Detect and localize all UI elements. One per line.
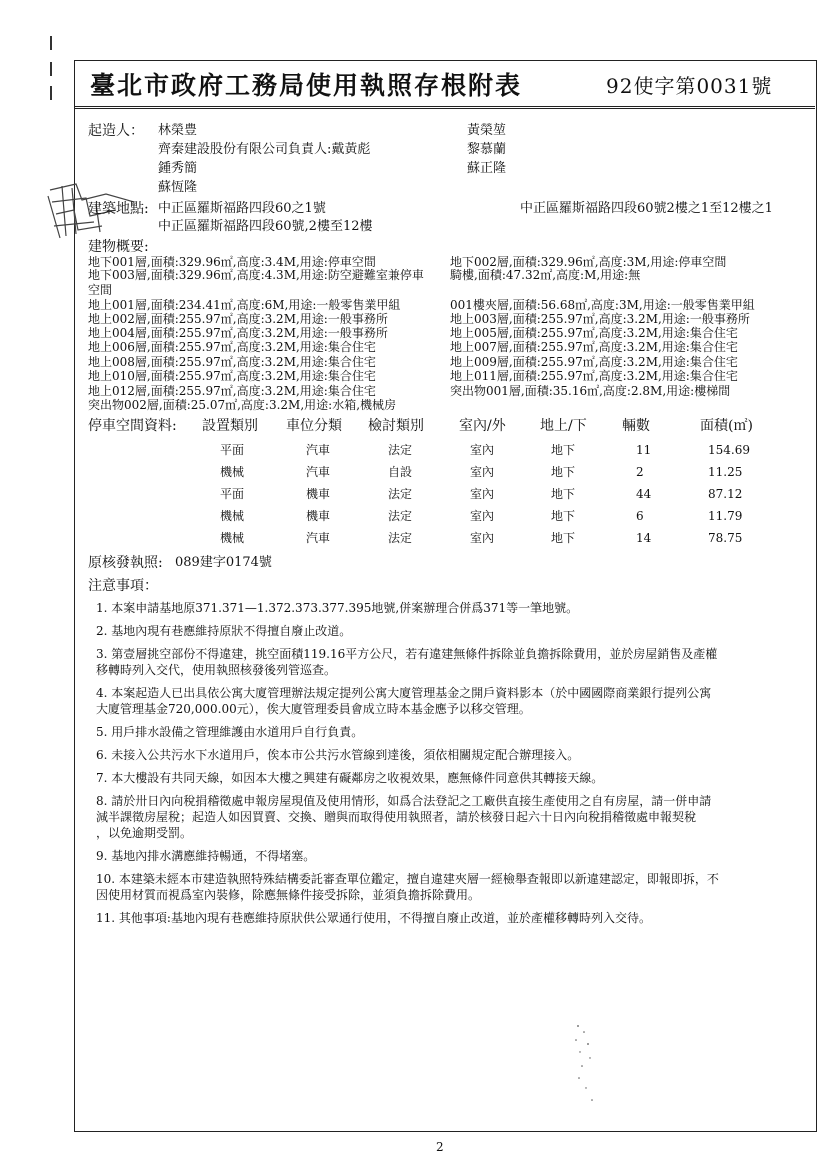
note-line: 6. 未接入公共污水下水道用戶，俟本市公共污水管線到達後，須依相關規定配合辦理接入。	[96, 748, 580, 762]
parking-cell: 平面	[220, 443, 245, 457]
parking-cell: 自設	[388, 465, 413, 479]
summary-entry: 騎樓,面積:47.32㎡,高度:M,用途:無	[450, 268, 641, 282]
original-permit-value: 089建字0174號	[175, 555, 272, 570]
parking-header: 檢討類別	[368, 418, 424, 434]
location-line: 中正區羅斯福路四段60之1號	[158, 201, 326, 216]
parking-cell: 室內	[470, 465, 495, 479]
parking-cell: 室內	[470, 487, 495, 501]
parking-cell: 平面	[220, 487, 245, 501]
parking-cell: 機械	[220, 509, 245, 523]
note-line: 5. 用戶排水設備之管理維護由水道用戶自行負責。	[96, 725, 364, 739]
note-line: 2. 基地內現有巷應維持原狀不得擅自廢止改道。	[96, 624, 352, 638]
parking-cell: 地下	[551, 487, 576, 501]
parking-cell: 11	[636, 443, 652, 457]
summary-entry: 001樓夾層,面積:56.68㎡,高度:3M,用途:一般零售業甲組	[450, 298, 755, 312]
note-line: 大廈管理基金720,000.00元），俟大廈管理委員會成立時本基金應予以移交管理。	[96, 702, 531, 716]
parking-cell: 154.69	[708, 443, 750, 457]
parking-header: 地上/下	[540, 418, 587, 434]
parking-cell: 室內	[470, 509, 495, 523]
parking-cell: 地下	[551, 443, 576, 457]
parking-cell: 78.75	[708, 531, 743, 545]
location-label: 建築地點:	[88, 201, 149, 217]
binding-mark	[50, 62, 52, 76]
summary-entry: 地上006層,面積:255.97㎡,高度:3.2M,用途:集合住宅	[88, 340, 376, 354]
applicant-name: 蘇正隆	[467, 161, 507, 176]
parking-cell: 汽車	[306, 465, 331, 479]
parking-cell: 室內	[470, 443, 495, 457]
applicant-name: 黃榮堃	[467, 123, 507, 138]
summary-entry: 地上004層,面積:255.97㎡,高度:3.2M,用途:一般事務所	[88, 326, 388, 340]
note-line: 因使用材質而視爲室內裝修，除應無條件接受拆除，並須負擔拆除費用。	[96, 888, 481, 902]
scan-specks	[570, 1018, 610, 1108]
parking-header: 設置類別	[202, 418, 258, 434]
parking-cell: 法定	[388, 443, 413, 457]
parking-cell: 11.79	[708, 509, 743, 523]
parking-cell: 汽車	[306, 531, 331, 545]
binding-mark	[50, 86, 52, 100]
parking-cell: 地下	[551, 509, 576, 523]
summary-entry: 地上003層,面積:255.97㎡,高度:3.2M,用途:一般事務所	[450, 312, 750, 326]
parking-cell: 44	[636, 487, 652, 501]
note-line: 9. 基地內排水溝應維持暢通，不得堵塞。	[96, 849, 316, 863]
summary-entry: 地上001層,面積:234.41㎡,高度:6M,用途:一般零售業甲組	[88, 298, 401, 312]
summary-entry: 地上008層,面積:255.97㎡,高度:3.2M,用途:集合住宅	[88, 355, 376, 369]
parking-cell: 2	[636, 465, 644, 479]
notes-label: 注意事項：	[88, 578, 158, 594]
note-line: 7. 本大樓設有共同天線，如因本大樓之興建有礙鄰房之收視效果，應無條件同意供其轉接天線。	[96, 771, 604, 785]
parking-header: 輛數	[622, 418, 650, 434]
page-number: 2	[436, 1140, 444, 1154]
parking-cell: 地下	[551, 531, 576, 545]
summary-entry: 突出物001層,面積:35.16㎡,高度:2.8M,用途:樓梯間	[450, 384, 731, 398]
location-line: 中正區羅斯福路四段60號,2樓至12樓	[158, 219, 373, 234]
parking-cell: 機車	[306, 509, 331, 523]
summary-entry: 地下003層,面積:329.96㎡,高度:4.3M,用途:防空避難室兼停車	[88, 268, 424, 282]
summary-entry: 地上009層,面積:255.97㎡,高度:3.2M,用途:集合住宅	[450, 355, 738, 369]
summary-entry: 地上002層,面積:255.97㎡,高度:3.2M,用途:一般事務所	[88, 312, 388, 326]
note-line: 11. 其他事項:基地內現有巷應維持原狀供公眾通行使用，不得擅自廢止改道，並於產權移轉時列入交待。	[96, 911, 651, 925]
parking-cell: 法定	[388, 531, 413, 545]
parking-cell: 14	[636, 531, 652, 545]
note-line: 3. 第壹層挑空部份不得違建，挑空面積119.16平方公尺，若有違建無條件拆除並負擔拆除費用，並於房屋銷售及產權	[96, 647, 718, 661]
note-line: 1. 本案申請基地原371.371—1.372.373.377.395地號,併案辦理合併爲371等一筆地號。	[96, 601, 579, 615]
summary-entry: 空間	[88, 283, 113, 297]
applicant-name: 黎慕蘭	[467, 142, 507, 157]
parking-label: 停車空間資料:	[88, 418, 177, 434]
parking-cell: 87.12	[708, 487, 743, 501]
applicant-label: 起造人：	[88, 123, 144, 139]
parking-cell: 6	[636, 509, 644, 523]
note-line: 減半課徵房屋稅；起造人如因買賣、交換、贈與而取得使用執照者，請於核發日起六十日內向稅捐稽徵處申報契稅	[96, 810, 697, 824]
summary-entry: 地上011層,面積:255.97㎡,高度:3.2M,用途:集合住宅	[450, 369, 738, 383]
parking-cell: 機車	[306, 487, 331, 501]
parking-cell: 法定	[388, 487, 413, 501]
parking-cell: 11.25	[708, 465, 743, 479]
summary-label: 建物概要:	[88, 239, 149, 255]
summary-entry: 地上005層,面積:255.97㎡,高度:3.2M,用途:集合住宅	[450, 326, 738, 340]
applicant-name: 鍾秀簡	[158, 161, 198, 176]
parking-header: 面積(㎡)	[700, 418, 753, 434]
parking-cell: 室內	[470, 531, 495, 545]
original-permit-label: 原核發執照:	[88, 555, 163, 571]
permit-number: 92使字第0031號	[606, 74, 773, 98]
parking-cell: 機械	[220, 531, 245, 545]
summary-entry: 突出物002層,面積:25.07㎡,高度:3.2M,用途:水箱,機械房	[88, 398, 397, 412]
summary-entry: 地下002層,面積:329.96㎡,高度:3M,用途:停車空間	[450, 255, 727, 269]
applicant-name: 齊秦建設股份有限公司負責人:戴黃彪	[158, 142, 371, 157]
parking-header: 車位分類	[286, 418, 342, 434]
note-line: 10. 本建築未經本市建造執照特殊結構委託審查單位鑑定，擅自違建夾層一經檢舉查報即以新違建認定，即報即拆，不	[96, 872, 719, 886]
parking-cell: 地下	[551, 465, 576, 479]
summary-entry: 地上010層,面積:255.97㎡,高度:3.2M,用途:集合住宅	[88, 369, 376, 383]
parking-cell: 機械	[220, 465, 245, 479]
note-line: 移轉時列入交代，使用執照核發後列管巡查。	[96, 663, 337, 677]
applicant-name: 林榮豊	[158, 123, 198, 138]
note-line: 8. 請於卅日內向稅捐稽徵處申報房屋現值及使用情形，如爲合法登記之工廠供直接生產使用之自有房屋，請一併申請	[96, 794, 712, 808]
parking-cell: 法定	[388, 509, 413, 523]
summary-entry: 地上007層,面積:255.97㎡,高度:3.2M,用途:集合住宅	[450, 340, 738, 354]
document-title: 臺北市政府工務局使用執照存根附表	[90, 71, 523, 100]
note-line: ，以免逾期受罰。	[96, 826, 193, 840]
parking-cell: 汽車	[306, 443, 331, 457]
location-line: 中正區羅斯福路四段60號2樓之1至12樓之1	[520, 201, 773, 216]
binding-mark	[50, 36, 52, 50]
parking-header: 室內/外	[459, 418, 506, 434]
summary-entry: 地上012層,面積:255.97㎡,高度:3.2M,用途:集合住宅	[88, 384, 376, 398]
summary-entry: 地下001層,面積:329.96㎡,高度:3.4M,用途:停車空間	[88, 255, 376, 269]
applicant-name: 蘇恆隆	[158, 180, 198, 195]
note-line: 4. 本案起造人已出具依公寓大廈管理辦法規定提列公寓大廈管理基金之開戶資料影本（於中國國際商業銀行提列公寓	[96, 686, 712, 700]
